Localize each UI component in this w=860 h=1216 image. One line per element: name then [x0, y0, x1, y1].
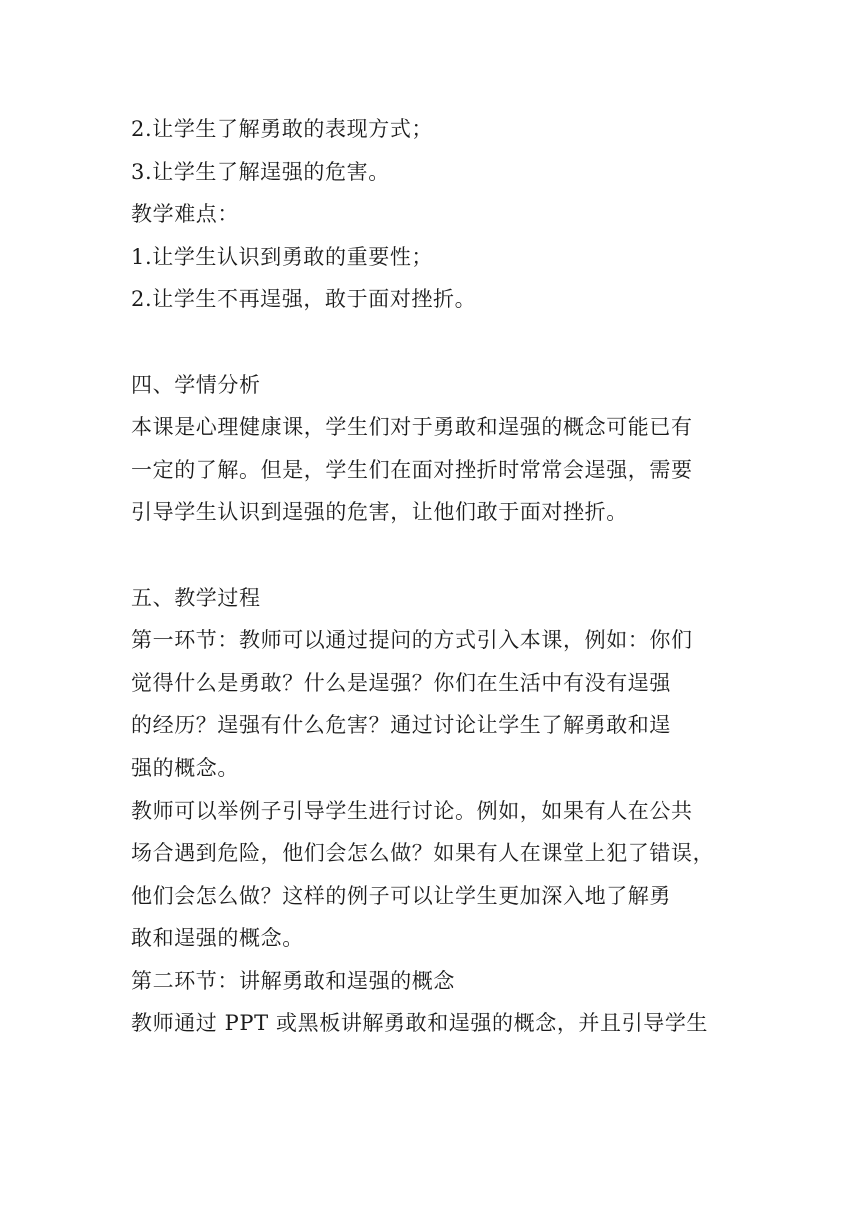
section4-line: 引导学生认识到逞强的危害，让他们敢于面对挫折。	[131, 500, 628, 525]
difficulty-item-1: 1.让学生认识到勇敢的重要性；	[131, 244, 434, 269]
goal-item-2: 2.让学生了解勇敢的表现方式；	[131, 117, 434, 141]
step2-line: 教师通过 PPT 或黑板讲解勇敢和逞强的概念，并且引导学生	[131, 1011, 709, 1036]
step1-line: 觉得什么是勇敢？什么是逞强？你们在生活中有没有逞强	[131, 670, 671, 695]
step2-heading: 第二环节：讲解勇敢和逞强的概念	[131, 968, 455, 993]
blank-line	[131, 321, 731, 364]
step1-line: 强的概念。	[131, 755, 239, 780]
section4-heading: 四、学情分析	[131, 372, 261, 397]
example-line: 场合遇到危险，他们会怎么做？如果有人在课堂上犯了错误，	[131, 841, 715, 866]
example-line: 敢和逞强的概念。	[131, 926, 304, 951]
blank-line	[131, 534, 731, 577]
section4-line: 一定的了解。但是，学生们在面对挫折时常常会逞强，需要	[131, 457, 693, 482]
example-line: 教师可以举例子引导学生进行讨论。例如，如果有人在公共	[131, 798, 693, 823]
section4-line: 本课是心理健康课，学生们对于勇敢和逞强的概念可能已有	[131, 415, 693, 440]
example-line: 他们会怎么做？这样的例子可以让学生更加深入地了解勇	[131, 883, 671, 908]
step1-line: 第一环节：教师可以通过提问的方式引入本课，例如：你们	[131, 628, 693, 653]
difficulties-heading: 教学难点：	[131, 202, 239, 227]
goal-item-3: 3.让学生了解逞强的危害。	[131, 159, 390, 184]
section5-heading: 五、教学过程	[131, 585, 261, 610]
document-page	[131, 108, 731, 1045]
difficulty-item-2: 2.让学生不再逞强，敢于面对挫折。	[131, 287, 477, 312]
step1-line: 的经历？逞强有什么危害？通过讨论让学生了解勇敢和逞	[131, 713, 671, 738]
